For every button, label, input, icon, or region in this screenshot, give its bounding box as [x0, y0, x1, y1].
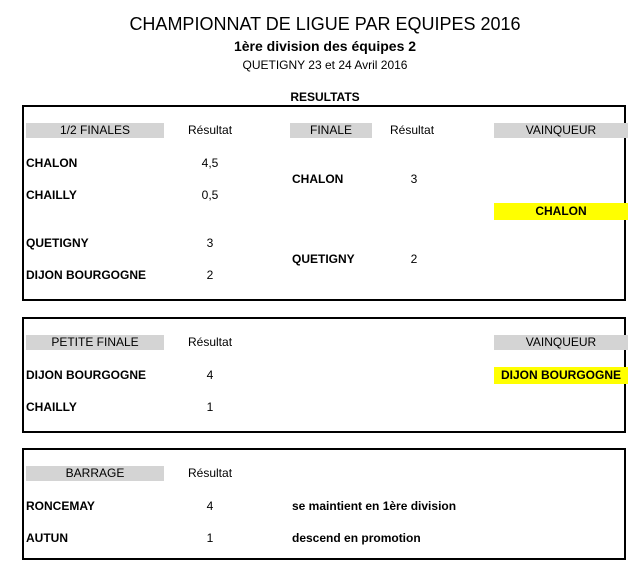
small-final-header: PETITE FINALE: [26, 335, 164, 350]
small-final-team-1: DIJON BOURGOGNE: [26, 368, 147, 382]
barrage-box: [22, 448, 626, 560]
semifinal-team-2: CHAILLY: [26, 188, 77, 202]
location-dates: QUETIGNY 23 et 24 Avril 2016: [242, 58, 408, 72]
semifinal-score-3: 3: [206, 236, 214, 250]
semifinals-box: [22, 105, 626, 301]
small-final-score-1: 4: [206, 368, 214, 382]
barrage-result-label: Résultat: [188, 466, 233, 480]
barrage-score-2: 1: [206, 531, 214, 545]
results-heading: RESULTATS: [290, 90, 360, 104]
small-final-team-2: CHAILLY: [26, 400, 77, 414]
semifinal-team-1: CHALON: [26, 156, 78, 170]
semifinals-result-label: Résultat: [188, 123, 233, 137]
semifinal-score-2: 0,5: [201, 188, 219, 202]
semifinal-score-1: 4,5: [201, 156, 219, 170]
final-result-label: Résultat: [390, 123, 435, 137]
barrage-team-2: AUTUN: [26, 531, 68, 545]
page-title: CHAMPIONNAT DE LIGUE PAR EQUIPES 2016: [129, 14, 521, 34]
barrage-team-1: RONCEMAY: [26, 499, 95, 513]
small-final-winner-badge: DIJON BOURGOGNE: [494, 367, 628, 384]
winner-header: VAINQUEUR: [494, 123, 628, 138]
barrage-note-1: se maintient en 1ère division: [292, 499, 457, 513]
small-final-score-2: 1: [206, 400, 214, 414]
final-score-1: 3: [410, 172, 418, 186]
final-header: FINALE: [290, 123, 372, 138]
final-team-1: CHALON: [292, 172, 344, 186]
semifinal-score-4: 2: [206, 268, 214, 282]
barrage-note-2: descend en promotion: [292, 531, 421, 545]
small-final-winner-header: VAINQUEUR: [494, 335, 628, 350]
small-final-result-label: Résultat: [188, 335, 233, 349]
final-score-2: 2: [410, 252, 418, 266]
barrage-score-1: 4: [206, 499, 214, 513]
barrage-header: BARRAGE: [26, 466, 164, 481]
semifinal-team-4: DIJON BOURGOGNE: [26, 268, 147, 282]
small-final-box: [22, 317, 626, 433]
final-team-2: QUETIGNY: [292, 252, 355, 266]
semifinals-header: 1/2 FINALES: [26, 123, 164, 138]
semifinal-team-3: QUETIGNY: [26, 236, 89, 250]
division-subtitle: 1ère division des équipes 2: [233, 38, 417, 54]
final-winner-badge: CHALON: [494, 203, 628, 220]
